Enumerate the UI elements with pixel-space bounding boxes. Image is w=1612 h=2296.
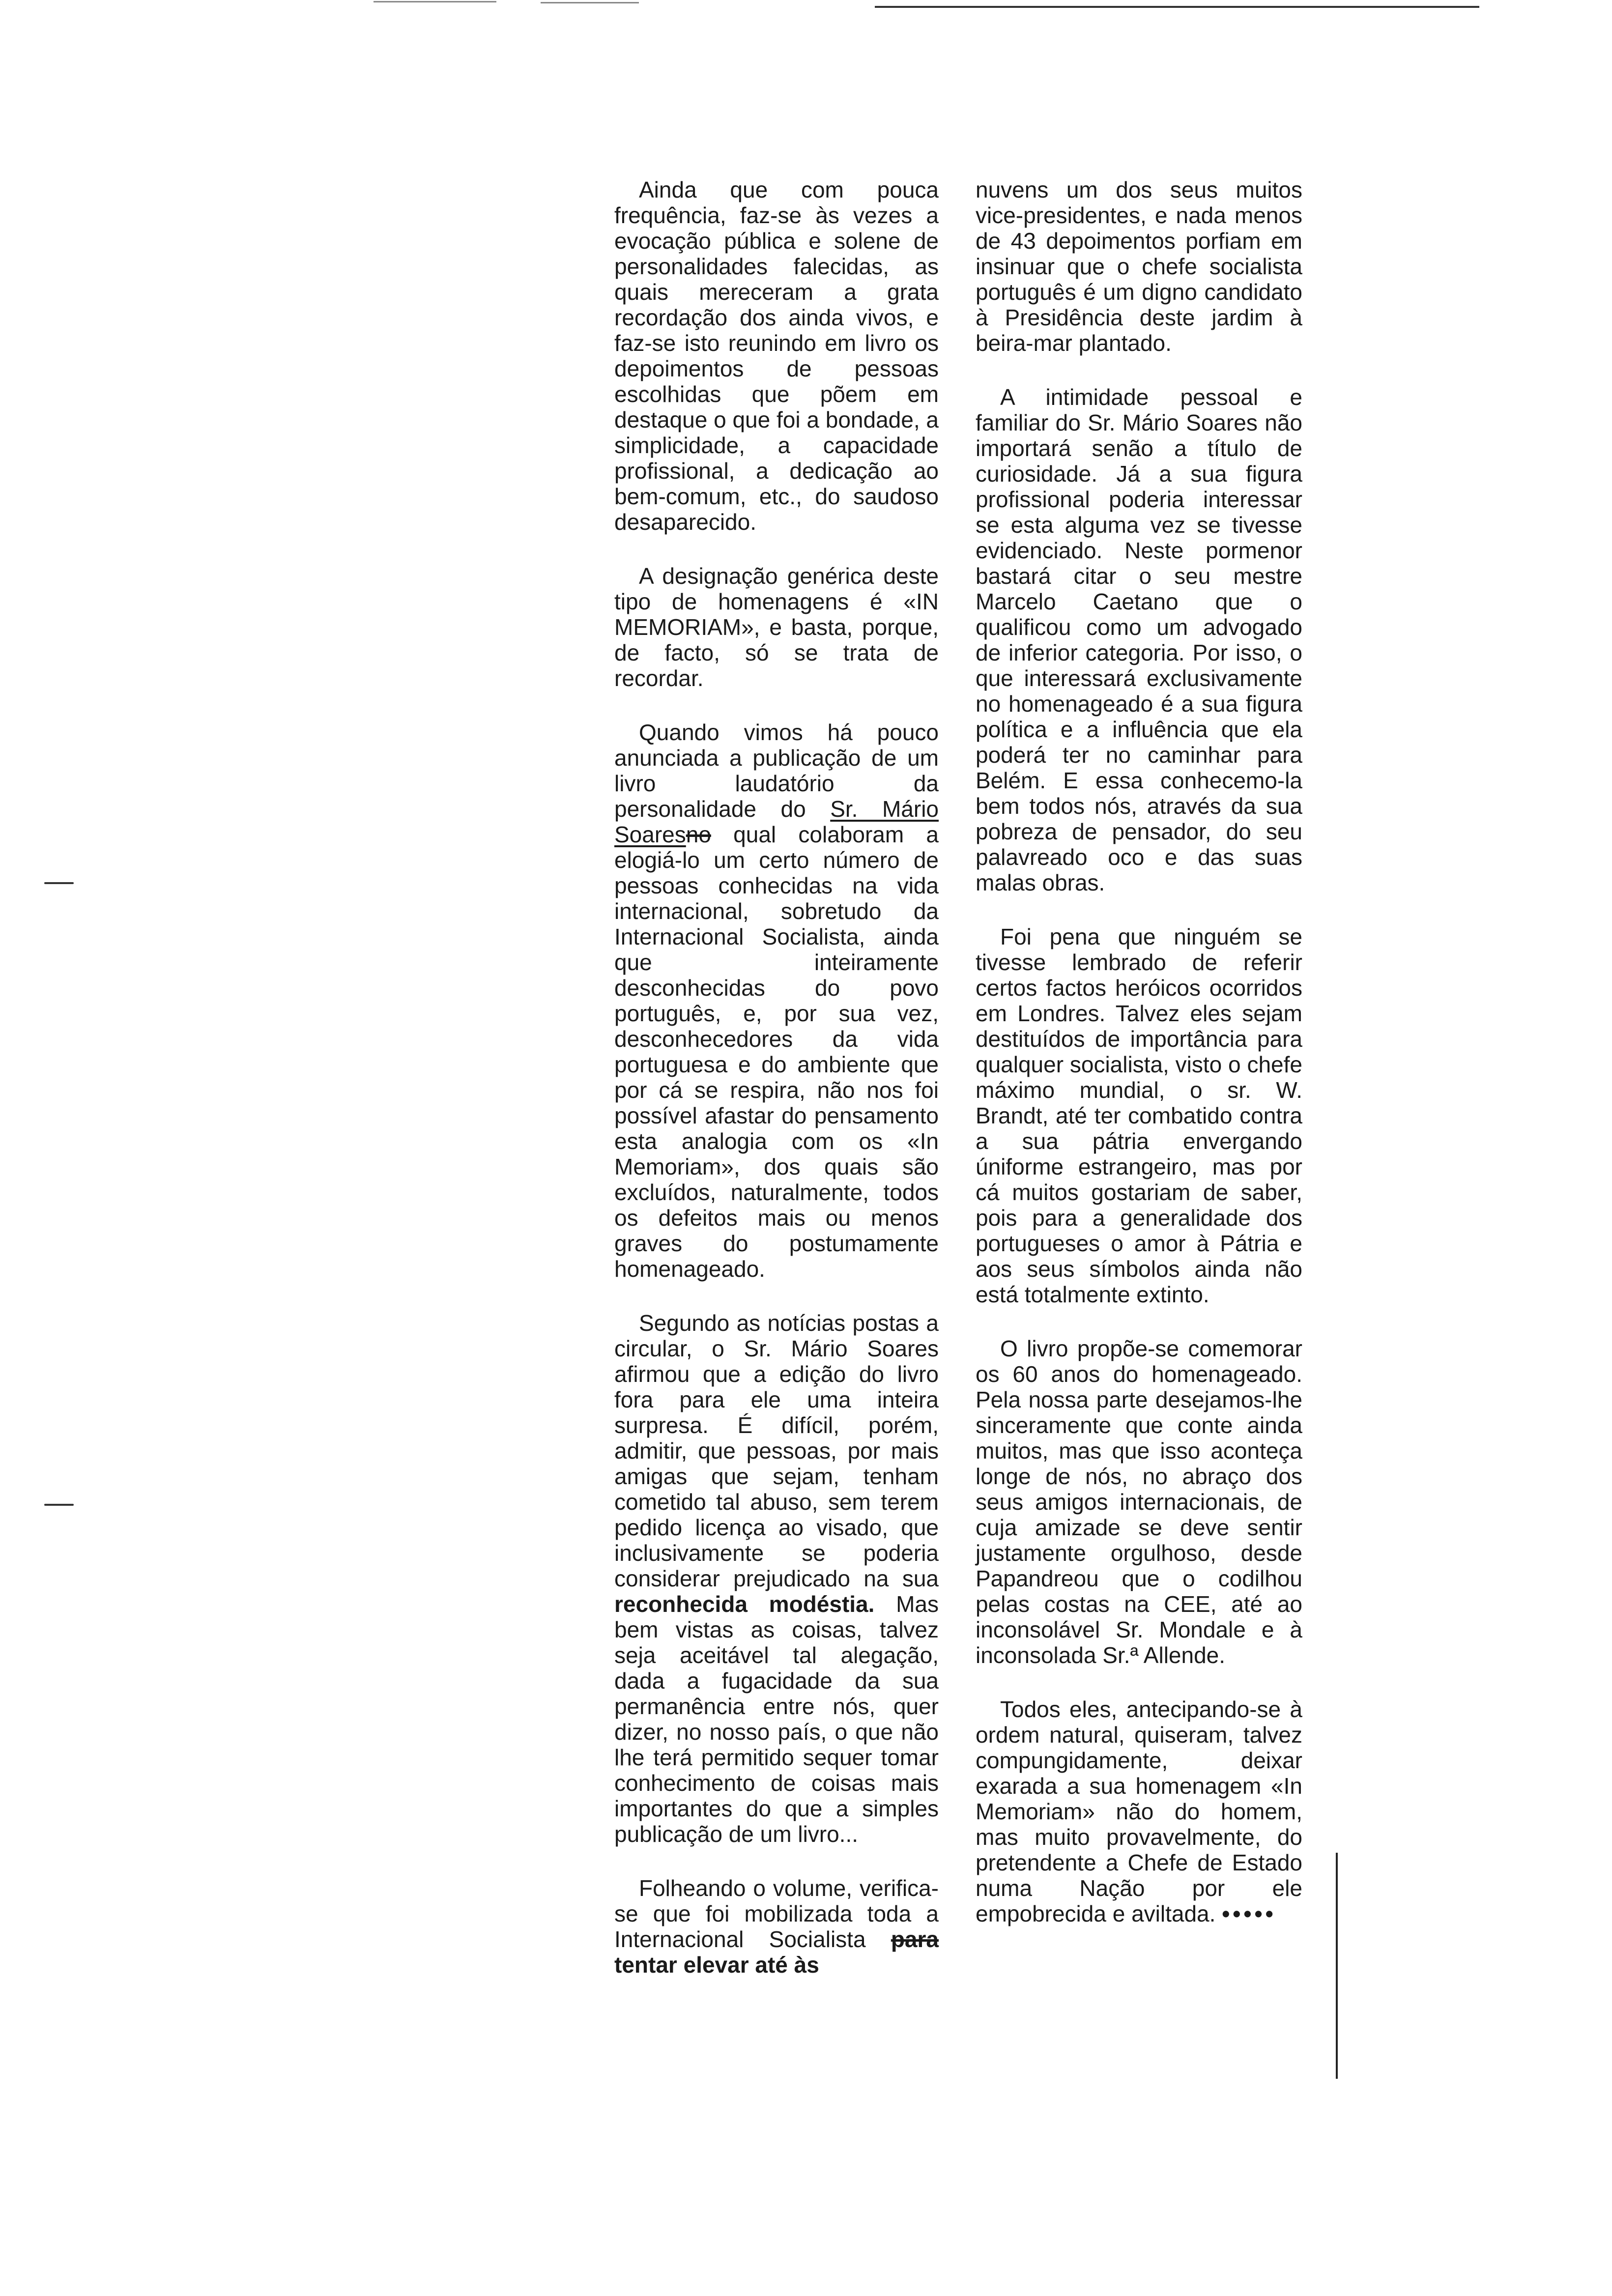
paragraph — [614, 1875, 939, 1978]
article-left-column — [614, 177, 939, 2006]
margin-punch-mark — [44, 1504, 74, 1506]
underlined-name: Sr. Mário Soares — [614, 796, 939, 847]
paragraph — [614, 1310, 939, 1847]
article-right-column — [976, 177, 1302, 1955]
paragraph — [614, 719, 939, 1282]
paragraph: O livro propõe-se comemorar os 60 anos do homenageado. Pela nossa parte desejamos-lhe sinceramente que conte ainda muitos, mas que isso aconteça longe de nós, no abraço dos seus amigos internacionais, de cuja amizade se deve sentir justamente orgulhoso, desde Papandreou que o codilhou pelas costas na CEE, até ao inconsolável Sr. Mondale e à inconsolada Sr.ª Allende. — [976, 1336, 1302, 1668]
scan-edge-line — [875, 6, 1479, 8]
paragraph-text: Todos eles, antecipando-se à ordem natural, quiseram, talvez compungidamente, deixar exarada a sua homenagem «In Memoriam» não do homem, mas muito provavelmente, do pretendente a Chefe de Estado numa Nação por ele empobrecida e aviltada. — [976, 1696, 1302, 1926]
paragraph: Ainda que com pouca frequência, faz-se às vezes a evocação pública e solene de personalidades falecidas, as quais mereceram a grata recordação dos ainda vivos, e faz-se isto reunindo em livro os depoimentos de pessoas escolhidas que põem em destaque o que foi a bondade, a simplicidade, a capacidade profissional, a dedicação ao bem-comum, etc., do saudoso desaparecido. — [614, 177, 939, 535]
paragraph: Foi pena que ninguém se tivesse lembrado de referir certos factos heróicos ocorridos em Londres. Talvez eles sejam destituídos de importância para qualquer socialista, visto o chefe máximo mundial, o sr. W. Brandt, até ter combatido contra a sua pátria envergando úniforme estrangeiro, mas por cá muitos gostariam de saber, pois para a generalidade dos portugueses o amor à Pátria e aos seus símbolos ainda não está totalmente extinto. — [976, 924, 1302, 1307]
paragraph — [976, 1696, 1302, 1926]
paragraph: nuvens um dos seus muitos vice-presidentes, e nada menos de 43 depoimentos porfiam em insinuar que o chefe socialista português é um digno candidato à Presidência deste jardim à beira-mar plantado. — [976, 177, 1302, 356]
paragraph-text: Mas bem vistas as coisas, talvez seja aceitável tal alegação, dada a fugacidade da sua permanência entre nós, quer dizer, no nosso país, o que não lhe terá permitido sequer tomar conhecimento de coisas mais importantes do que a simples publicação de um livro... — [614, 1591, 939, 1847]
scan-edge-line — [374, 1, 496, 2]
paragraph: A intimidade pessoal e familiar do Sr. Mário Soares não importará senão a título de curiosidade. Já a sua figura profissional poderia interessar se esta alguma vez se tivesse evidenciado. Neste pormenor bastará citar o seu mestre Marcelo Caetano que o qualificou como um advogado de inferior categoria. Por isso, o que interessará exclusivamente no homenageado é a sua figura política e a influência que ela poderá ter no caminhar para Belém. E essa conhecemo-la bem todos nós, através da sua pobreza de pensador, do seu palavreado oco e das suas malas obras. — [976, 384, 1302, 895]
end-mark: ••••• — [1222, 1901, 1276, 1926]
bold-phrase: reconhecida modéstia. — [614, 1591, 875, 1617]
scan-edge-line — [541, 2, 639, 3]
paragraph-text: Folheando o volume, verifica-se que foi mobilizada toda a Internacional Socialista — [614, 1875, 939, 1952]
margin-pen-line — [1336, 1853, 1338, 2079]
struck-word: para — [891, 1926, 939, 1952]
margin-punch-mark — [44, 882, 74, 884]
paragraph-text: qual colaboram a elogiá-lo um certo número de pessoas conhecidas na vida internacional, sobretudo da Internacional Socialista, ainda que inteiramente desconhecidas do povo português, e, por sua vez, desconhecedores da vida portuguesa e do ambiente que por cá se respira, não nos foi possível afastar do pensamento esta analogia com os «In Memoriam», dos quais são excluídos, naturalmente, todos os defeitos mais ou menos graves do postumamente homenageado. — [614, 822, 939, 1282]
paragraph: A designação genérica deste tipo de homenagens é «IN MEMORIAM», e basta, porque, de facto, só se trata de recordar. — [614, 563, 939, 691]
paragraph-text: tentar elevar até às — [614, 1952, 819, 1978]
struck-word: no — [686, 822, 711, 847]
paragraph-text: Segundo as notícias postas a circular, o Sr. Mário Soares afirmou que a edição do livro fora para ele uma inteira surpresa. É difícil, porém, admitir, que pessoas, por mais amigas que sejam, tenham cometido tal abuso, sem terem pedido licença ao visado, que inclusivamente se poderia considerar prejudicado na sua — [614, 1310, 939, 1591]
paragraph-text: Quando vimos há pouco anunciada a publicação de um livro laudatório da personalidade do — [614, 719, 939, 822]
